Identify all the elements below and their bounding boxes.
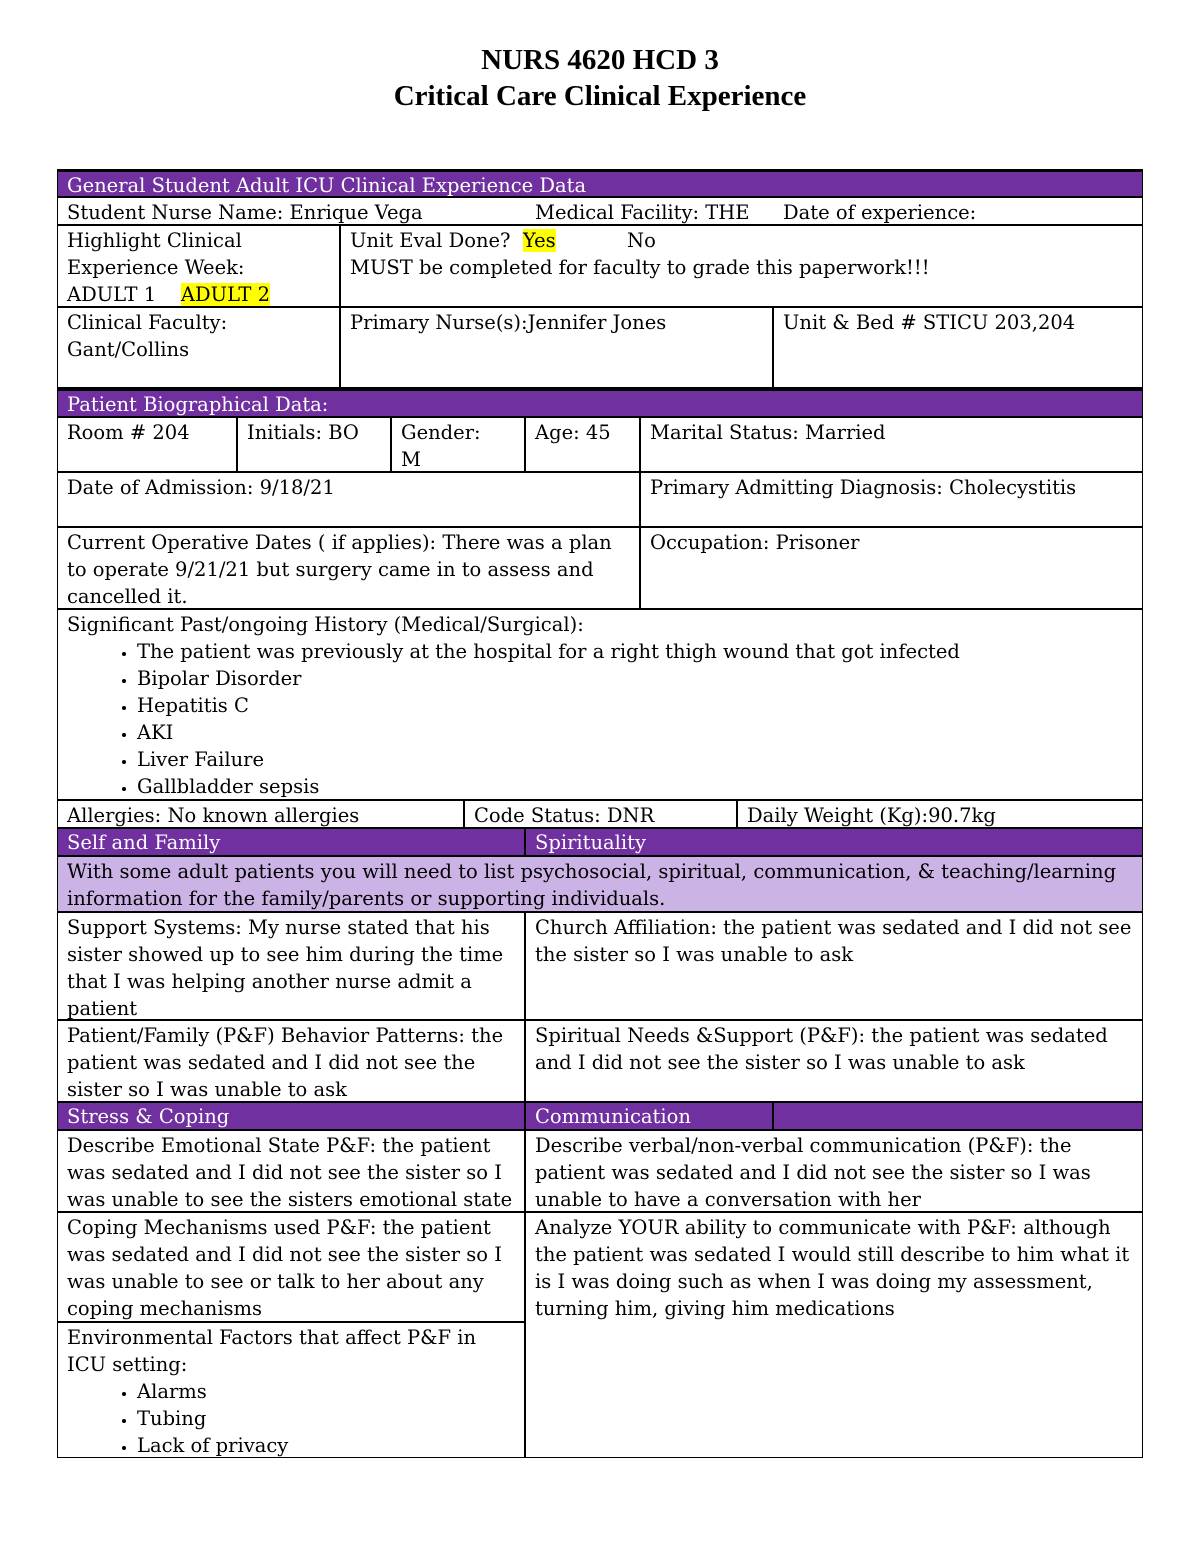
communication-header-blank bbox=[773, 1102, 1143, 1130]
code-status: Code Status: DNR bbox=[474, 804, 655, 827]
admission-cell bbox=[57, 472, 640, 527]
list-item: • Gallbladder sepsis bbox=[137, 773, 1133, 800]
clinical-faculty-label: Clinical Faculty: bbox=[67, 311, 228, 334]
marital-cell bbox=[640, 417, 1143, 472]
initials-cell bbox=[237, 417, 391, 472]
history-heading: Significant Past/ongoing History (Medical/Surgical): bbox=[67, 613, 584, 636]
primary-nurse-cell bbox=[340, 307, 773, 388]
gender-cell bbox=[391, 417, 525, 472]
highlight-week-label: Highlight Clinical bbox=[67, 229, 242, 252]
church-cell bbox=[525, 912, 1143, 1020]
clinical-faculty-cell bbox=[57, 307, 340, 388]
spiritual-needs: Spiritual Needs &Support (P&F): the patient was sedated and I did not see the sister so I was unable to ask bbox=[535, 1024, 1108, 1074]
spiritual-needs-cell bbox=[525, 1020, 1143, 1102]
student-info-row bbox=[57, 197, 1143, 225]
daily-weight: Daily Weight (Kg):90.7kg bbox=[747, 804, 996, 827]
coping-mechanisms: Coping Mechanisms used P&F: the patient was sedated and I did not see the sister so I was unable to see or talk to her about any coping mechanisms bbox=[67, 1216, 502, 1320]
adult-2-option: ADULT 2 bbox=[180, 283, 271, 306]
code-status-cell bbox=[464, 800, 737, 828]
operative-cell bbox=[57, 527, 640, 609]
emotional-state-cell bbox=[57, 1130, 525, 1212]
unit-eval-no: No bbox=[627, 229, 656, 252]
list-item: • The patient was previously at the hospital for a right thigh wound that got infected bbox=[137, 638, 1133, 665]
verbal-communication: Describe verbal/non-verbal communication (P&F): the patient was sedated and I did not see the sister so I was unable to have a conversation with her bbox=[535, 1134, 1091, 1211]
weight-cell bbox=[737, 800, 1143, 828]
communication-ability: Analyze YOUR ability to communicate with P&F: although the patient was sedated I would still describe to him what it is I was doing such as when I was doing my assessment, turning him, giving him medications bbox=[535, 1216, 1130, 1320]
occupation-cell bbox=[640, 527, 1143, 609]
patient-age: Age: 45 bbox=[535, 421, 611, 444]
age-cell bbox=[525, 417, 640, 472]
environment-cell bbox=[57, 1322, 525, 1458]
spirituality-title: Spirituality bbox=[535, 831, 646, 854]
gender-value: M bbox=[401, 448, 421, 471]
course-title: NURS 4620 HCD 3 bbox=[481, 44, 719, 76]
must-complete-note: MUST be completed for faculty to grade this paperwork!!! bbox=[350, 256, 930, 279]
general-section-header bbox=[57, 169, 1143, 197]
admitting-diagnosis: Primary Admitting Diagnosis: Cholecystitis bbox=[650, 476, 1077, 499]
marital-status: Marital Status: Married bbox=[650, 421, 886, 444]
list-item: • Lack of privacy bbox=[137, 1432, 515, 1458]
list-item: • Liver Failure bbox=[137, 746, 1133, 773]
room-cell bbox=[57, 417, 237, 472]
student-name: Student Nurse Name: Enrique Vega bbox=[67, 201, 423, 224]
family-note: With some adult patients you will need to list psychosocial, spiritual, communication, & teaching/learning information for the family/parents or supporting individuals. bbox=[67, 860, 1117, 910]
page-subtitle: Critical Care Clinical Experience bbox=[393, 80, 807, 112]
stress-coping-title: Stress & Coping bbox=[67, 1105, 230, 1128]
environment-list bbox=[67, 1378, 515, 1458]
primary-nurse: Primary Nurse(s):Jennifer Jones bbox=[350, 311, 667, 334]
bio-section-title: Patient Biographical Data: bbox=[67, 393, 329, 416]
medical-facility: Medical Facility: THE bbox=[535, 201, 750, 224]
allergies: Allergies: No known allergies bbox=[67, 804, 360, 827]
admission-date: Date of Admission: 9/18/21 bbox=[67, 476, 335, 499]
stress-coping-header bbox=[57, 1102, 525, 1130]
unit-eval-yes: Yes bbox=[522, 229, 556, 252]
clinical-faculty-value: Gant/Collins bbox=[67, 338, 190, 361]
communication-title: Communication bbox=[535, 1105, 691, 1128]
unit-bed: Unit & Bed # STICU 203,204 bbox=[783, 311, 1076, 334]
list-item: • Alarms bbox=[137, 1378, 515, 1405]
history-list bbox=[67, 638, 1133, 800]
list-item: • Tubing bbox=[137, 1405, 515, 1432]
self-family-title: Self and Family bbox=[67, 831, 221, 854]
bio-section-header bbox=[57, 388, 1143, 417]
history-cell bbox=[57, 609, 1143, 800]
verbal-communication-cell bbox=[525, 1130, 1143, 1212]
emotional-state: Describe Emotional State P&F: the patient was sedated and I did not see the sister so I was unable to see the sisters emotional state bbox=[67, 1134, 513, 1211]
behavior-cell bbox=[57, 1020, 525, 1102]
highlight-week-cell bbox=[57, 225, 340, 307]
allergies-cell bbox=[57, 800, 464, 828]
date-of-experience: Date of experience: bbox=[783, 201, 977, 224]
environment-heading: Environmental Factors that affect P&F in ICU setting: bbox=[67, 1326, 477, 1376]
general-section-title: General Student Adult ICU Clinical Experience Data bbox=[67, 174, 587, 197]
list-item: • Hepatitis C bbox=[137, 692, 1133, 719]
gender-label: Gender: bbox=[401, 421, 481, 444]
spirituality-header bbox=[525, 828, 1143, 856]
coping-cell bbox=[57, 1212, 525, 1322]
room-number: Room # 204 bbox=[67, 421, 190, 444]
list-item: • Bipolar Disorder bbox=[137, 665, 1133, 692]
adult-1-option: ADULT 1 bbox=[67, 283, 157, 306]
occupation: Occupation: Prisoner bbox=[650, 531, 860, 554]
unit-eval-cell bbox=[340, 225, 1143, 307]
unit-eval-label: Unit Eval Done? bbox=[350, 229, 511, 252]
diagnosis-cell bbox=[640, 472, 1143, 527]
behavior-patterns: Patient/Family (P&F) Behavior Patterns: the patient was sedated and I did not see the sister so I was unable to ask bbox=[67, 1024, 504, 1101]
unit-bed-cell bbox=[773, 307, 1143, 388]
self-family-header bbox=[57, 828, 525, 856]
support-systems-cell bbox=[57, 912, 525, 1020]
communication-header bbox=[525, 1102, 773, 1130]
communication-ability-cell bbox=[525, 1212, 1143, 1458]
family-note-cell bbox=[57, 856, 1143, 912]
church-affiliation: Church Affiliation: the patient was sedated and I did not see the sister so I was unable to ask bbox=[535, 916, 1132, 966]
highlight-week-label-2: Experience Week: bbox=[67, 256, 245, 279]
list-item: • AKI bbox=[137, 719, 1133, 746]
support-systems: Support Systems: My nurse stated that his sister showed up to see him during the time that I was helping another nurse admit a patient bbox=[67, 916, 504, 1020]
patient-initials: Initials: BO bbox=[247, 421, 359, 444]
operative-dates: Current Operative Dates ( if applies): There was a plan to operate 9/21/21 but surgery came in to assess and cancelled it. bbox=[67, 531, 612, 608]
